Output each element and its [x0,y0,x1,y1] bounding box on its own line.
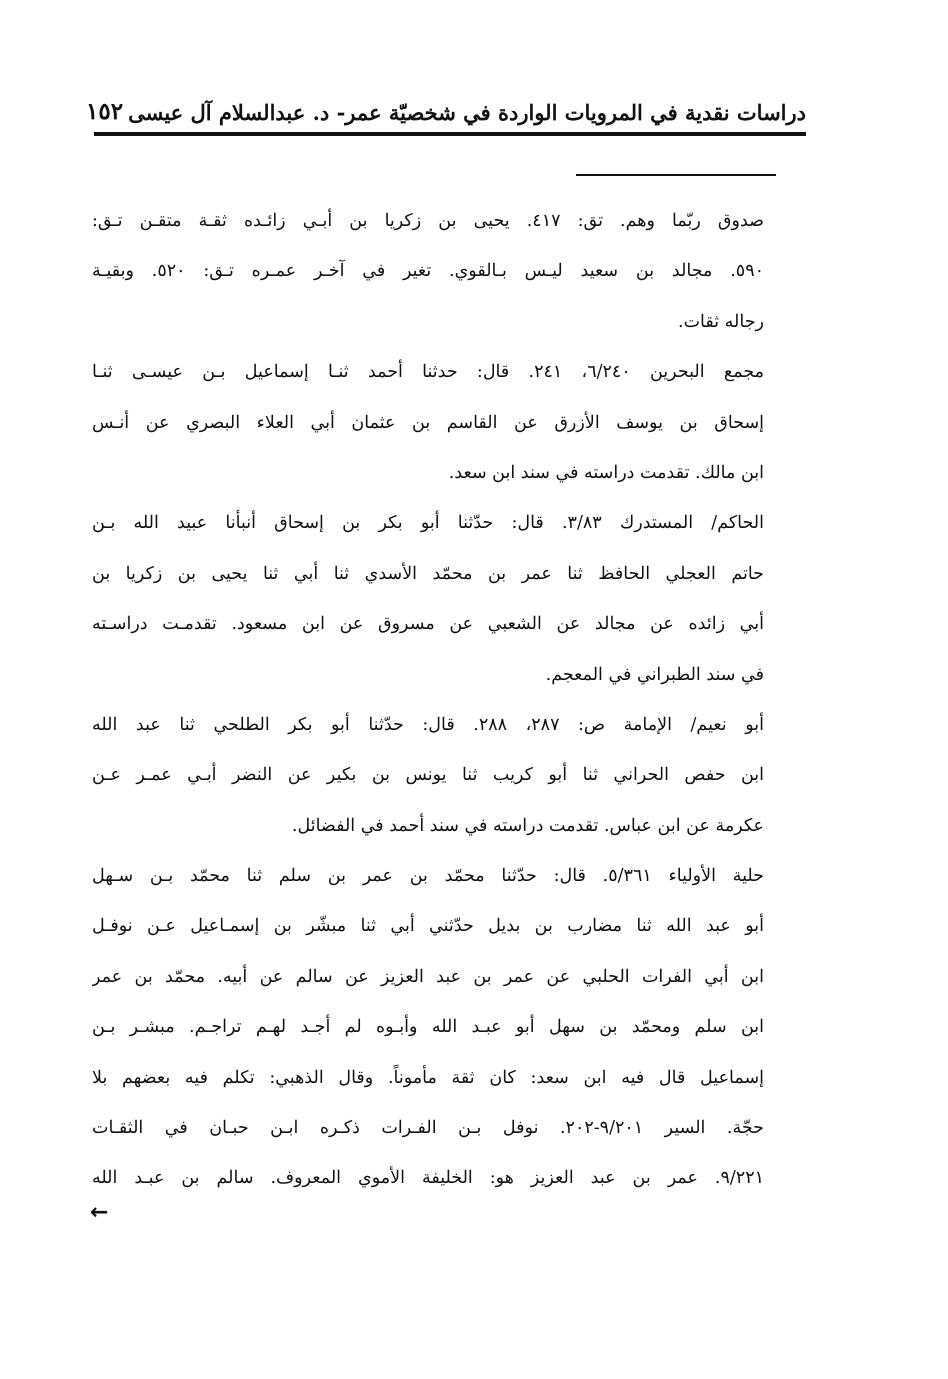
text-line: ابن مالك. تقدمت دراسته في سند ابن سعد. [448,462,764,483]
text-line: رجاله ثقات. [678,311,764,332]
page-number: ١٥٢ [86,98,124,125]
text-line: ابن سلم ومحمّد بن سهل أبو عبـد الله وأبـوه لم أجـد لهـم تراجـم. مبشـر بـن [92,1017,764,1038]
text-line: أبو عبد الله ثنا مضارب بن بديل حدّثني أبي ثنا مبشّر بن إسمـاعيل عـن نوفـل [92,916,764,937]
text-line: حاتم العجلي الحافظ ثنا عمر بن محمّد الأسدي ثنا أبي ثنا يحيى بن زكريا بن [92,563,764,584]
continue-arrow-icon: ← [90,1200,109,1225]
text-line: ٥٩٠. مجالد بن سعيد ليـس بـالقوي. تغير في آخـر عمـره تـق: ٥٢٠. وبقيـة [92,261,764,282]
text-line: أبي زائده عن مجالد عن الشعبي عن مسروق عن ابن مسعود. تقدمـت دراسـته [92,614,764,635]
text-line: حجّة. السير ٩/٢٠١-٢٠٢. نوفل بـن الفـرات ذكـره ابـن حبـان في الثقـات [92,1118,764,1139]
footnote-text [92,196,764,1204]
text-line: حلية الأولياء ٥/٣٦١. قال: حدّثنا محمّد بن عمر بن سلم ثنا محمّد بـن سـهل [92,866,764,887]
text-line: عكرمة عن ابن عباس. تقدمت دراسته في سند أحمد في الفضائل. [291,815,764,836]
text-line: صدوق ربّما وهم. تق: ٤١٧. يحيى بن زكريا بن أبـي زائـده ثقـة متقـن تـق: [92,211,764,231]
text-line: مجمع البحرين ٦/٢٤٠، ٢٤١. قال: حدثنا أحمد ثنـا إسماعيل بـن عيسـى ثنـا [92,362,764,383]
text-line: أبو نعيم/ الإمامة ص: ٢٨٧، ٢٨٨. قال: حدّثنا أبو بكر الطلحي ثنا عبد الله [92,714,764,735]
footnote-separator [576,174,776,176]
text-line: في سند الطبراني في المعجم. [545,664,764,685]
text-line: ابن أبي الفرات الحلبي عن عمر بن عبد العزيز عن سالم عن أبيه. محمّد بن عمر [92,966,764,987]
header-title: دراسات نقدية في المرويات الواردة في شخصيّة عمر- د. عبدالسلام آل عيسى [128,100,806,125]
text-line: ٩/٢٢١. عمر بن عبد العزيز هو: الخليفة الأموي المعروف. سالم بن عبـد الله [92,1168,764,1189]
running-header [86,94,806,134]
text-line: إسحاق بن يوسف الأزرق عن القاسم بن عثمان أبي العلاء البصري عن أنـس [92,412,764,433]
text-line: الحاكم/ المستدرك ٣/٨٣. قال: حدّثنا أبو بكر بن إسحاق أنبأنا عبيد الله بـن [92,513,764,534]
text-line: ابن حفص الحراني ثنا أبو كريب ثنا يونس بن بكير عن النضر أبـي عمـر عـن [92,765,764,786]
header-rule [94,132,806,136]
text-line: إسماعيل قال فيه ابن سعد: كان ثقة مأموناً. وقال الذهبي: تكلم فيه بعضهم بلا [92,1067,764,1088]
